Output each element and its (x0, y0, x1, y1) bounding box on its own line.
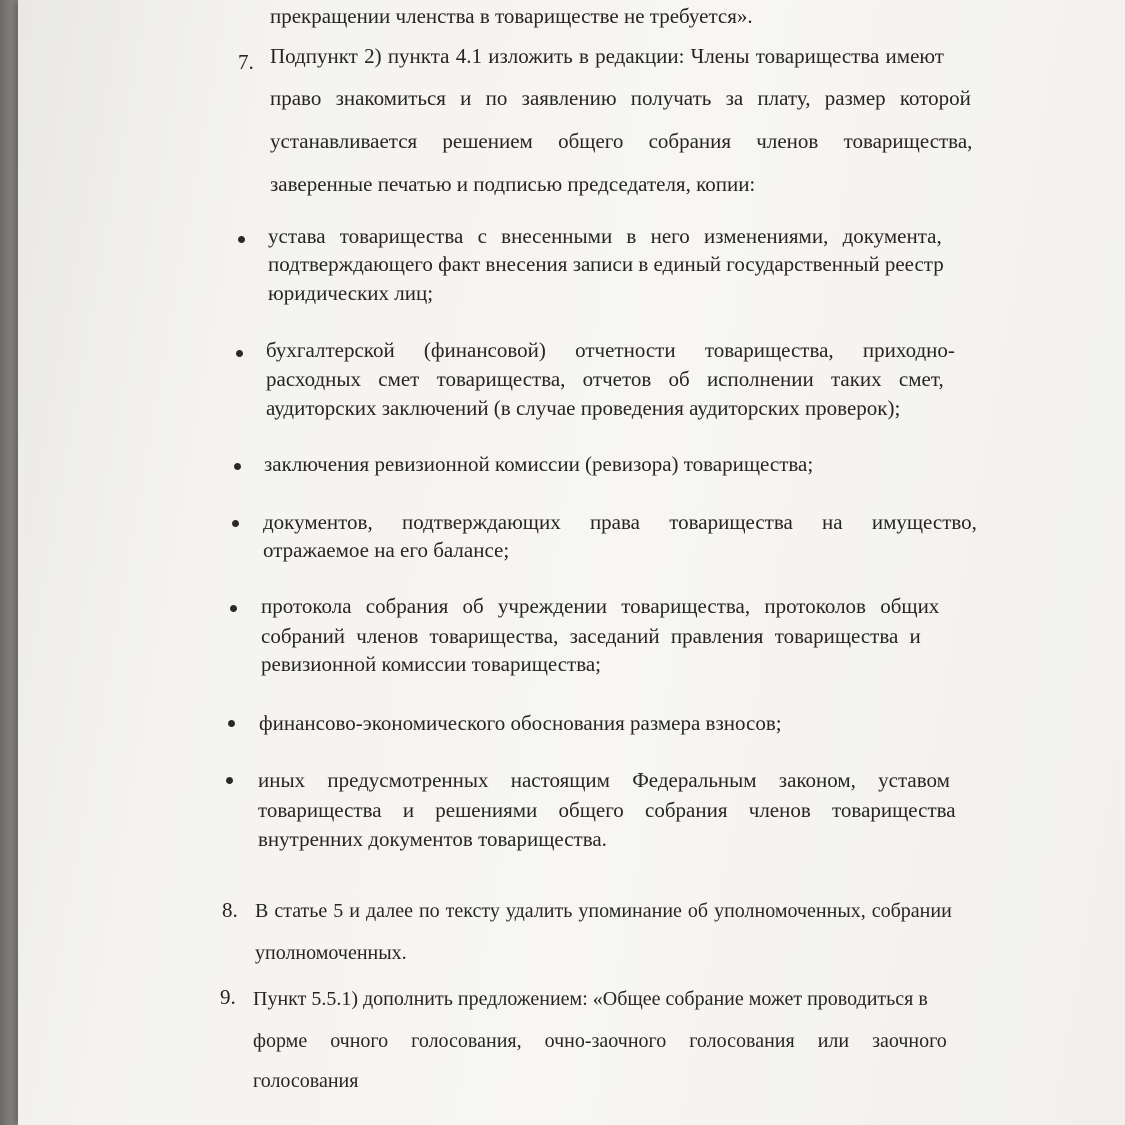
bullet-2-line-1: бухгалтерской (финансовой) отчетности товарищества, приходно- (266, 338, 955, 362)
item-9-line-1: Пункт 5.5.1) дополнить предложением: «Общее собрание может проводиться в (253, 988, 928, 1010)
top-line: прекращении членства в товариществе не требуется». (270, 4, 753, 28)
bullet-dot (234, 463, 241, 470)
bullet-1-line-2: подтверждающего факт внесения записи в единый государственный реестр (268, 252, 944, 276)
bullet-3-line-1: заключения ревизионной комиссии (ревизора) товарищества; (264, 452, 814, 476)
bullet-5-line-3: ревизионной комиссии товарищества; (261, 652, 602, 676)
item-7-line-2: право знакомиться и по заявлению получать за плату, размер которой (270, 86, 971, 110)
bullet-2-line-2: расходных смет товарищества, отчетов об исполнении таких смет, (266, 367, 944, 391)
bullet-5-line-2: собраний членов товарищества, заседаний правления товарищества и (261, 624, 921, 648)
item-8-number: 8. (222, 898, 238, 922)
bullet-4-line-1: документов, подтверждающих права товарищества на имущество, (263, 510, 977, 534)
bullet-1-line-3: юридических лиц; (268, 281, 434, 305)
bullet-dot (232, 520, 239, 527)
bullet-7-line-2: товарищества и решениями общего собрания членов товарищества (258, 798, 956, 822)
bullet-1-line-1: устава товарищества с внесенными в него изменениями, документа, (268, 224, 942, 248)
item-9-line-3: голосования (253, 1070, 359, 1092)
bullet-dot (230, 605, 237, 612)
item-7-line-3: устанавливается решением общего собрания членов товарищества, (270, 129, 973, 153)
item-7-line-1: Подпункт 2) пункта 4.1 изложить в редакции: Члены товарищества имеют (270, 44, 944, 68)
bullet-dot (238, 236, 245, 243)
bullet-7-line-3: внутренних документов товарищества. (258, 827, 607, 851)
bullet-5-line-1: протокола собрания об учреждении товарищества, протоколов общих (261, 594, 940, 618)
bullet-dot (236, 350, 243, 357)
bullet-4-line-2: отражаемое на его балансе; (263, 538, 510, 562)
item-7-number: 7. (238, 50, 254, 74)
item-9-number: 9. (220, 985, 236, 1009)
bullet-dot (228, 720, 235, 727)
bullet-dot (226, 777, 233, 784)
item-8-line-1: В статье 5 и далее по тексту удалить упоминание об уполномоченных, собрании (255, 900, 952, 922)
item-9-line-2: форме очного голосования, очно-заочного голосования или заочного (253, 1030, 947, 1052)
document-page (18, 0, 1125, 1125)
bullet-2-line-3: аудиторских заключений (в случае проведения аудиторских проверок); (266, 396, 901, 420)
item-8-line-2: уполномоченных. (255, 942, 407, 964)
bullet-6-line-1: финансово-экономического обоснования размера взносов; (259, 711, 782, 735)
bullet-7-line-1: иных предусмотренных настоящим Федеральным законом, уставом (258, 768, 950, 792)
item-7-line-4: заверенные печатью и подписью председателя, копии: (270, 172, 756, 196)
